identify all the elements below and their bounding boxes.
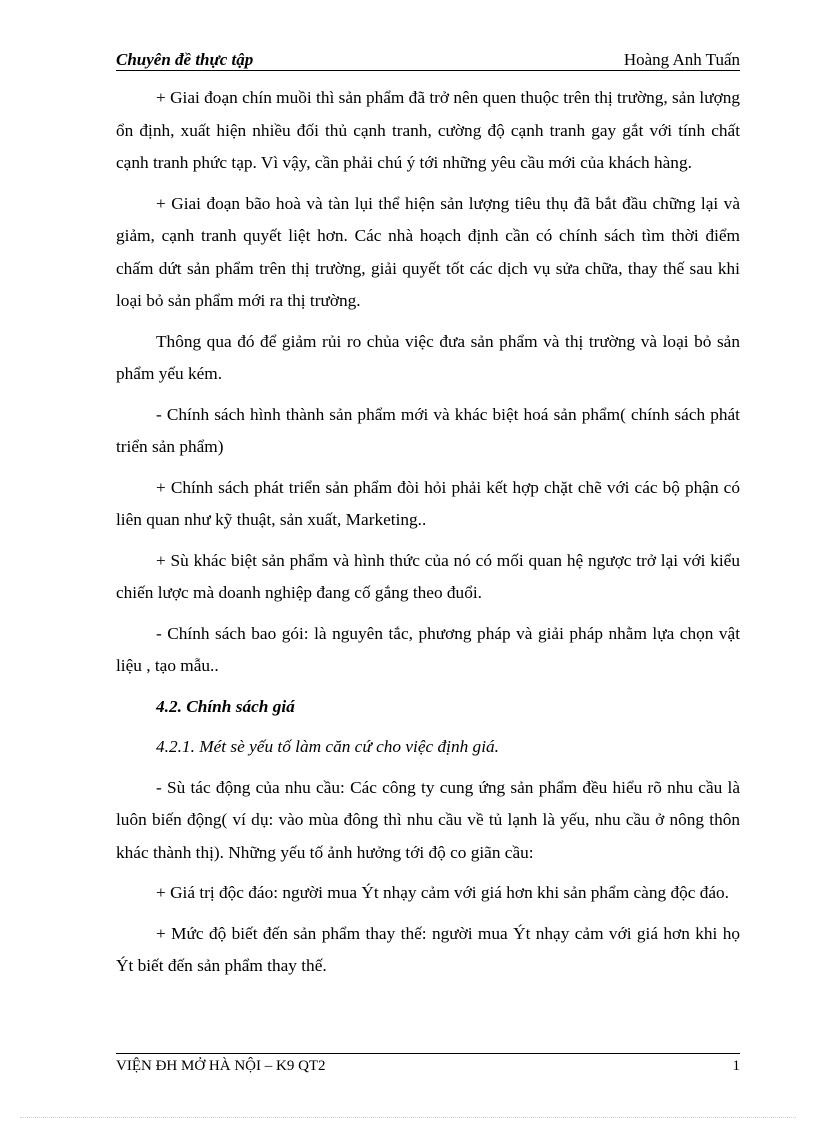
paragraph-product-development: + Chính sách phát triển sản phẩm đòi hỏi phải kết hợp chặt chẽ với các bộ phận có liên quan như kỹ thuật, sản xuất, Marketing.. (116, 477, 740, 529)
body-content (116, 82, 740, 983)
paragraph-substitute-awareness: + Mức độ biết đến sản phẩm thay thế: người mua Ýt nhạy cảm với giá hơn khi họ Ýt biết đến sản phẩm thay thế. (116, 923, 740, 975)
institution-label: VIỆN ĐH MỞ HÀ NỘI – K9 QT2 (116, 1058, 326, 1074)
paragraph-demand-impact: - Sù tác động của nhu cầu: Các công ty cung ứng sản phẩm đều hiểu rõ nhu cầu là luôn biến động( ví dụ: vào mùa đông thì nhu cầu về tủ lạnh là yếu, nhu cầu ở nông thôn khác thành thị). Những yếu tố ảnh hưởng tới độ co giãn cầu: (116, 777, 740, 862)
paragraph-new-product-policy: - Chính sách hình thành sản phẩm mới và khác biệt hoá sản phẩm( chính sách phát triển sản phẩm) (116, 404, 740, 456)
paragraph-risk-reduction: Thông qua đó để giảm rủi ro chủa việc đưa sản phẩm và thị trường và loại bỏ sản phẩm yếu kém. (116, 331, 740, 383)
paragraph-unique-value: + Giá trị độc đáo: người mua Ýt nhạy cảm với giá hơn khi sản phẩm càng độc đáo. (156, 883, 729, 902)
page-header (116, 48, 740, 71)
author-name: Hoàng Anh Tuấn (623, 50, 740, 69)
page-footer (116, 1053, 740, 1076)
paragraph-maturity-stage: + Giai đoạn chín muồi thì sản phẩm đã trở nên quen thuộc trên thị trường, sản lượng ổn định, xuất hiện nhiều đối thủ cạnh tranh, cường độ cạnh tranh gay gắt với tính chất cạnh tranh phức tạp. Vì vậy, cần phải chú ý tới những yêu cầu mới của khách hàng. (116, 88, 740, 172)
page-number: 1 (732, 1058, 740, 1074)
subsection-heading-pricing-factors: 4.2.1. Mét sè yếu tố làm căn cứ cho việc định giá. (156, 737, 499, 756)
section-heading-pricing-policy: 4.2. Chính sách giá (156, 696, 295, 716)
paragraph-packaging-policy: - Chính sách bao gói: là nguyên tắc, phương pháp và giải pháp nhằm lựa chọn vật liệu , tạo mẫu.. (116, 623, 740, 675)
document-title: Chuyên đề thực tập (116, 50, 254, 69)
paragraph-saturation-stage: + Giai đoạn bão hoà và tàn lụi thể hiện sản lượng tiêu thụ đã bắt đầu chững lại và giảm, cạnh tranh quyết liệt hơn. Các nhà hoạch định cần có chính sách tìm thời điểm chấm dứt sản phẩm trên thị trường, giải quyết tốt các dịch vụ sửa chữa, thay thế sau khi loại bỏ sản phẩm mới ra thị trường. (116, 193, 740, 310)
paragraph-product-differentiation: + Sù khác biệt sản phẩm và hình thức của nó có mối quan hệ ngược trở lại với kiểu chiến lược mà doanh nghiệp đang cố gắng theo đuổi. (116, 550, 740, 602)
page-edge-divider (20, 1117, 796, 1118)
